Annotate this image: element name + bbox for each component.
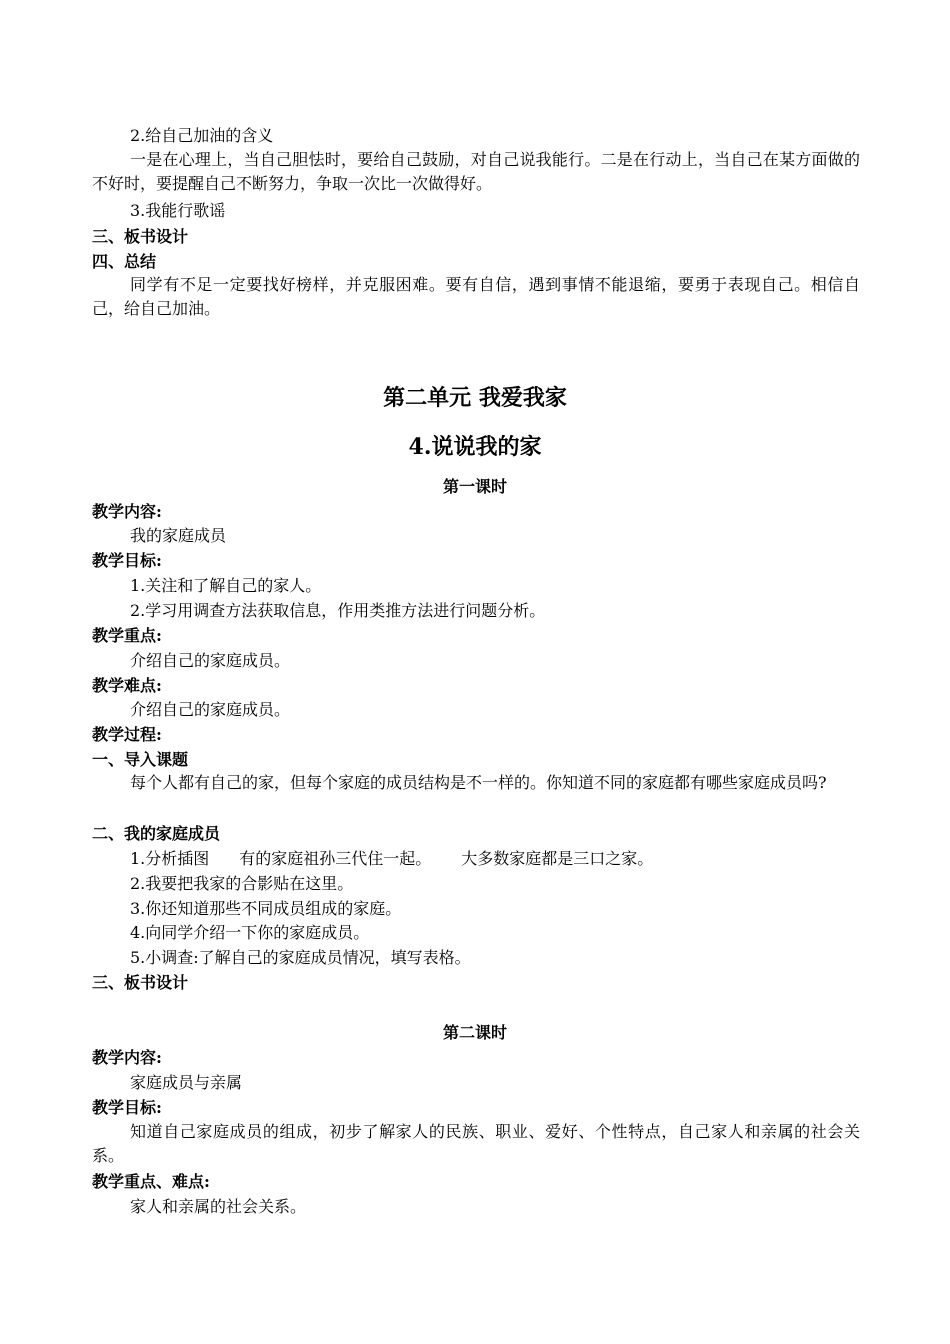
step-2-item-1-b: 有的家庭祖孙三代住一起。 [239, 849, 432, 868]
step-2-item-5: 5.小调查:了解自己的家庭成员情况，填写表格。 [130, 948, 471, 967]
content-label: 教学内容: [92, 502, 162, 521]
period-2-title: 第二课时 [442, 1023, 507, 1042]
goal-2: 2.学习用调查方法获取信息，作用类推方法进行问题分析。 [130, 601, 546, 620]
step-2-item-1-a: 1.分析插图 [130, 849, 210, 868]
step-2-item-2: 2.我要把我家的合影贴在这里。 [130, 874, 354, 893]
process-step-1-heading: 一、导入课题 [92, 750, 189, 769]
section-3-heading: 三、板书设计 [92, 227, 189, 246]
step-2-item-4: 4.向同学介绍一下你的家庭成员。 [130, 923, 370, 942]
unit-title: 第二单元 我爱我家 [383, 385, 567, 411]
step-2-item-3: 3.你还知道那些不同成员组成的家庭。 [130, 899, 402, 918]
difficulty-label: 教学难点: [92, 676, 162, 695]
goal-1: 1.关注和了解自己的家人。 [130, 576, 322, 595]
key-point-label: 教学重点: [92, 626, 162, 645]
process-step-2-heading: 二、我的家庭成员 [92, 824, 221, 843]
item-2-body: 一是在心理上，当自己胆怯时，要给自己鼓励，对自己说我能行。二是在行动上，当自己在某方面做的不好时，要提醒自己不断努力，争取一次比一次做得好。 [92, 150, 860, 193]
step-2-item-1 [130, 849, 653, 869]
period-1-title: 第一课时 [442, 477, 507, 496]
process-label: 教学过程: [92, 725, 162, 744]
p2-goal-text: 知道自己家庭成员的组成，初步了解家人的民族、职业、爱好、个性特点，自己家人和亲属的社会关系。 [92, 1122, 860, 1165]
p2-keydiff-label: 教学重点、难点: [92, 1172, 210, 1191]
item-3: 3.我能行歌谣 [130, 201, 226, 220]
process-step-3-heading: 三、板书设计 [92, 973, 189, 992]
goal-label: 教学目标: [92, 551, 162, 570]
step-2-item-1-c: 大多数家庭都是三口之家。 [461, 849, 654, 868]
p2-content-label: 教学内容: [92, 1048, 162, 1067]
summary-text: 同学有不足一定要找好榜样，并克服困难。要有自信，遇到事情不能退缩，要勇于表现自己。相信自己，给自己加油。 [92, 275, 860, 318]
process-step-1-body: 每个人都有自己的家，但每个家庭的成员结构是不一样的。你知道不同的家庭都有哪些家庭成员吗? [130, 773, 827, 792]
p2-goal-label: 教学目标: [92, 1098, 162, 1117]
content-text: 我的家庭成员 [130, 526, 227, 545]
p2-keydiff-text: 家人和亲属的社会关系。 [130, 1197, 307, 1216]
lesson-title: 4.说说我的家 [408, 434, 542, 460]
p2-content-text: 家庭成员与亲属 [130, 1073, 243, 1092]
item-2-title: 2.给自己加油的含义 [130, 126, 274, 145]
difficulty-text: 介绍自己的家庭成员。 [130, 700, 291, 719]
section-4-heading: 四、总结 [92, 252, 157, 271]
key-point-text: 介绍自己的家庭成员。 [130, 651, 291, 670]
